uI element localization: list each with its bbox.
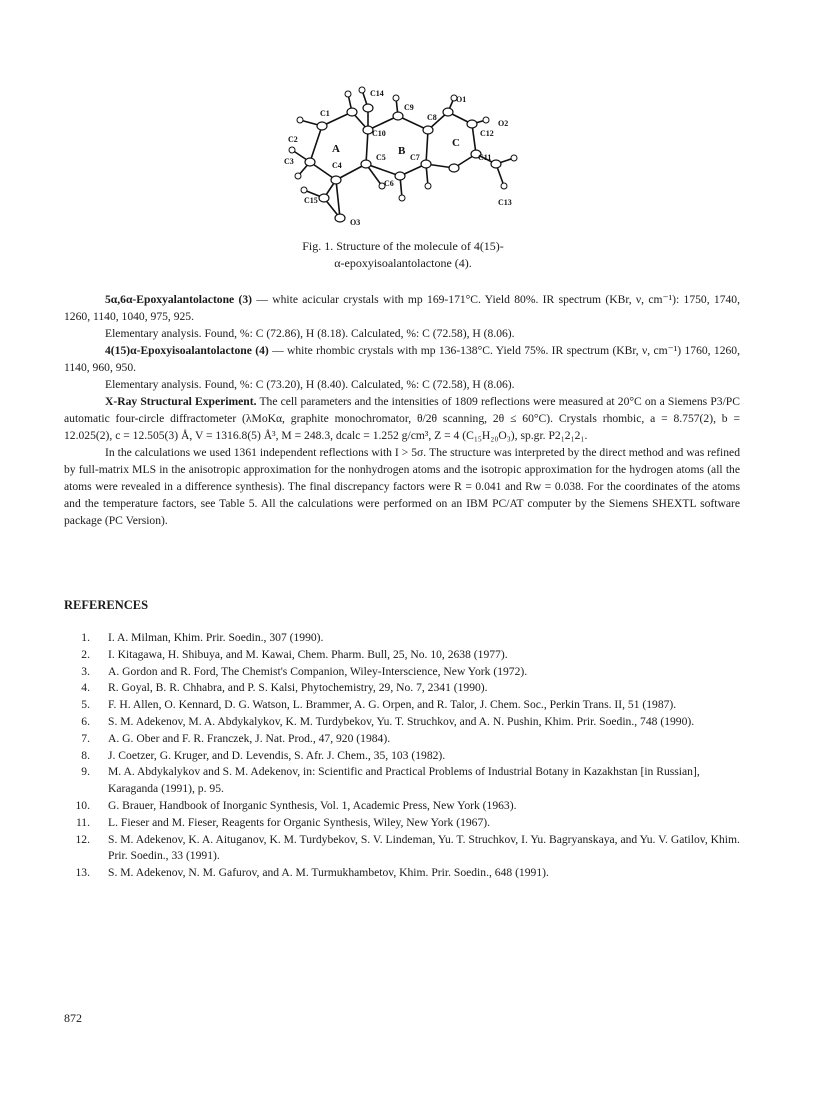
reference-text: L. Fieser and M. Fieser, Reagents for Organic Synthesis, Wiley, New York (1967). xyxy=(108,815,491,829)
reference-item xyxy=(64,764,744,798)
reference-text: I. Kitagawa, H. Shibuya, and M. Kawai, Chem. Pharm. Bull, 25, No. 10, 2638 (1977). xyxy=(108,647,508,661)
reference-text: R. Goyal, B. R. Chhabra, and P. S. Kalsi, Phytochemistry, 29, No. 7, 2341 (1990). xyxy=(108,681,488,695)
reference-number: 13. xyxy=(75,866,90,880)
atom-label-c9: C9 xyxy=(404,103,414,112)
reference-text: A. Gordon and R. Ford, The Chemist's Companion, Wiley-Interscience, New York (1972). xyxy=(108,664,528,678)
xray-title: X-Ray Structural Experiment. xyxy=(105,395,257,408)
paragraph-calculations: In the calculations we used 1361 independent reflections with I > 5σ. The structure was interpreted by the direct method and was refined by full-matrix MLS in the anisotropic approximation for the nonhydrogen atoms and the isotropic approximation for the hydrogen atoms (all the atoms were revealed in a difference synthesis). The final discrepancy factors were R = 0.041 and Rw = 0.038. For the coordinates of the atoms and the temperature factors, see Table 5. All the calculations were performed on an IBM PC/AT computer by the Siemens SHEXTL software package (PC Version). xyxy=(64,446,740,527)
paragraph-compound-4 xyxy=(64,342,740,376)
reference-text: M. A. Abdykalykov and S. M. Adekenov, in: Scientific and Practical Problems of Industrial Botany in Kazakhstan [in Russian], Karaganda (1991), p. 95. xyxy=(108,765,700,796)
reference-number: 3. xyxy=(81,664,90,678)
atom-label-c10: C10 xyxy=(372,129,386,138)
ring-label-b: B xyxy=(398,145,406,157)
reference-text: S. M. Adekenov, N. M. Gafurov, and A. M. Turmukhambetov, Khim. Prir. Soedin., 648 (1991). xyxy=(108,866,549,880)
reference-item xyxy=(64,815,744,832)
atom-label-c5: C5 xyxy=(376,153,386,162)
atom-label-c1: C1 xyxy=(320,109,330,118)
atom-label-c3: C3 xyxy=(284,157,294,166)
atom-label-c12: C12 xyxy=(480,129,494,138)
reference-item xyxy=(64,731,744,748)
atom-label-c11: C11 xyxy=(478,153,492,162)
reference-number: 2. xyxy=(81,647,90,661)
paragraph-analysis-4: Elementary analysis. Found, %: C (73.20), H (8.40). Calculated, %: C (72.58), H (8.06). xyxy=(105,378,515,391)
reference-item xyxy=(64,697,744,714)
experimental-section xyxy=(64,291,740,529)
molecule-figure xyxy=(270,68,530,238)
atom-label-c7: C7 xyxy=(410,153,420,162)
reference-number: 5. xyxy=(81,698,90,712)
atom-label-o2: O2 xyxy=(498,119,509,128)
reference-number: 9. xyxy=(81,765,90,779)
page-number: 872 xyxy=(64,1011,82,1025)
xray-text: The cell parameters and the intensities of 1809 reflections were measured at 20°C on a Siemens P3/PC automatic four-circle diffractometer (λMoKα, graphite monochromator, θ/2θ scanning, 2θ ≤ 60°C). Crystals rhombic, a = 8.757(2), b = 12.025(2), c = 12.505(3) Å, V = 1316.8(5) Å³, M = 248.3, dcalc = 1.252 g/cm³, Z = 4 (C₁₅H₂₀O₃), sp.gr. P2₁2₁2₁. xyxy=(64,395,740,442)
reference-number: 10. xyxy=(75,798,90,812)
reference-text: G. Brauer, Handbook of Inorganic Synthesis, Vol. 1, Academic Press, New York (1963). xyxy=(108,798,517,812)
reference-text: I. A. Milman, Khim. Prir. Soedin., 307 (1990). xyxy=(108,631,324,644)
reference-number: 12. xyxy=(75,832,90,846)
reference-text: F. H. Allen, O. Kennard, D. G. Watson, L. Brammer, A. G. Orpen, and R. Talor, J. Chem. Soc., Perkin Trans. II, 51 (1987). xyxy=(108,698,677,712)
atom-label-c15: C15 xyxy=(304,196,318,205)
reference-item xyxy=(64,832,744,866)
reference-number: 7. xyxy=(81,731,90,745)
paragraph-compound-3 xyxy=(64,291,740,325)
caption-line-1: Fig. 1. Structure of the molecule of 4(15)- xyxy=(302,239,504,253)
atom-label-o3: O3 xyxy=(350,218,361,227)
reference-text: S. M. Adekenov, K. A. Aituganov, K. M. Turdybekov, S. V. Lindeman, Yu. T. Struchkov, I. Yu. Bagryanskaya, and Yu. V. Gatilov, Khim. Prir. Soedin., 33 (1991). xyxy=(108,832,740,863)
reference-item xyxy=(64,664,744,681)
reference-item xyxy=(64,748,744,765)
atom-label-o1: O1 xyxy=(456,95,467,104)
paragraph-xray xyxy=(64,393,740,444)
reference-item xyxy=(64,865,744,882)
atom-label-c6: C6 xyxy=(384,179,394,188)
paragraph-analysis-3: Elementary analysis. Found, %: C (72.86), H (8.18). Calculated, %: C (72.58), H (8.06). xyxy=(105,327,515,340)
atom-label-c13: C13 xyxy=(498,198,512,207)
compound-4-title: 4(15)α-Epoxyisoalantolactone (4) xyxy=(105,344,269,357)
reference-number: 4. xyxy=(81,681,90,695)
reference-text: A. G. Ober and F. R. Franczek, J. Nat. Prod., 47, 920 (1984). xyxy=(108,731,391,745)
compound-3-title: 5α,6α-Epoxyalantolactone (3) xyxy=(105,293,253,306)
reference-item xyxy=(64,714,744,731)
compound-3-text: — white acicular crystals with mp 169-171°C. Yield 80%. IR spectrum (KBr, ν, cm⁻¹): 1750, 1740, 1260, 1140, 1040, 975, 925. xyxy=(64,293,740,323)
caption-line-2: α-epoxyisoalantolactone (4). xyxy=(334,256,472,270)
figure-caption xyxy=(270,238,536,272)
reference-number: 6. xyxy=(81,714,90,728)
compound-4-text: — white rhombic crystals with mp 136-138°C. Yield 75%. IR spectrum (KBr, ν, cm⁻¹) 1760, 1260, 1140, 960, 950. xyxy=(64,344,740,374)
atom-label-c4: C4 xyxy=(332,161,342,170)
atom-label-c2: C2 xyxy=(288,135,298,144)
reference-text: J. Coetzer, G. Kruger, and D. Levendis, S. Afr. J. Chem., 35, 103 (1982). xyxy=(108,748,446,762)
reference-item xyxy=(64,630,744,647)
ring-label-c: C xyxy=(452,137,460,149)
atom-label-c14: C14 xyxy=(370,89,384,98)
references-heading: REFERENCES xyxy=(64,598,149,612)
reference-item xyxy=(64,798,744,815)
reference-number: 1. xyxy=(81,631,90,644)
reference-item xyxy=(64,647,744,664)
reference-item xyxy=(64,680,744,697)
reference-number: 11. xyxy=(75,815,90,829)
molecule-structure-drawing xyxy=(270,68,530,238)
atom-label-c8: C8 xyxy=(427,113,437,122)
ring-label-a: A xyxy=(332,143,340,155)
references-list xyxy=(64,630,744,882)
reference-text: S. M. Adekenov, M. A. Abdykalykov, K. M. Turdybekov, Yu. T. Struchkov, and A. N. Pushin, Khim. Prir. Soedin., 748 (1990). xyxy=(108,714,695,728)
reference-number: 8. xyxy=(81,748,90,762)
